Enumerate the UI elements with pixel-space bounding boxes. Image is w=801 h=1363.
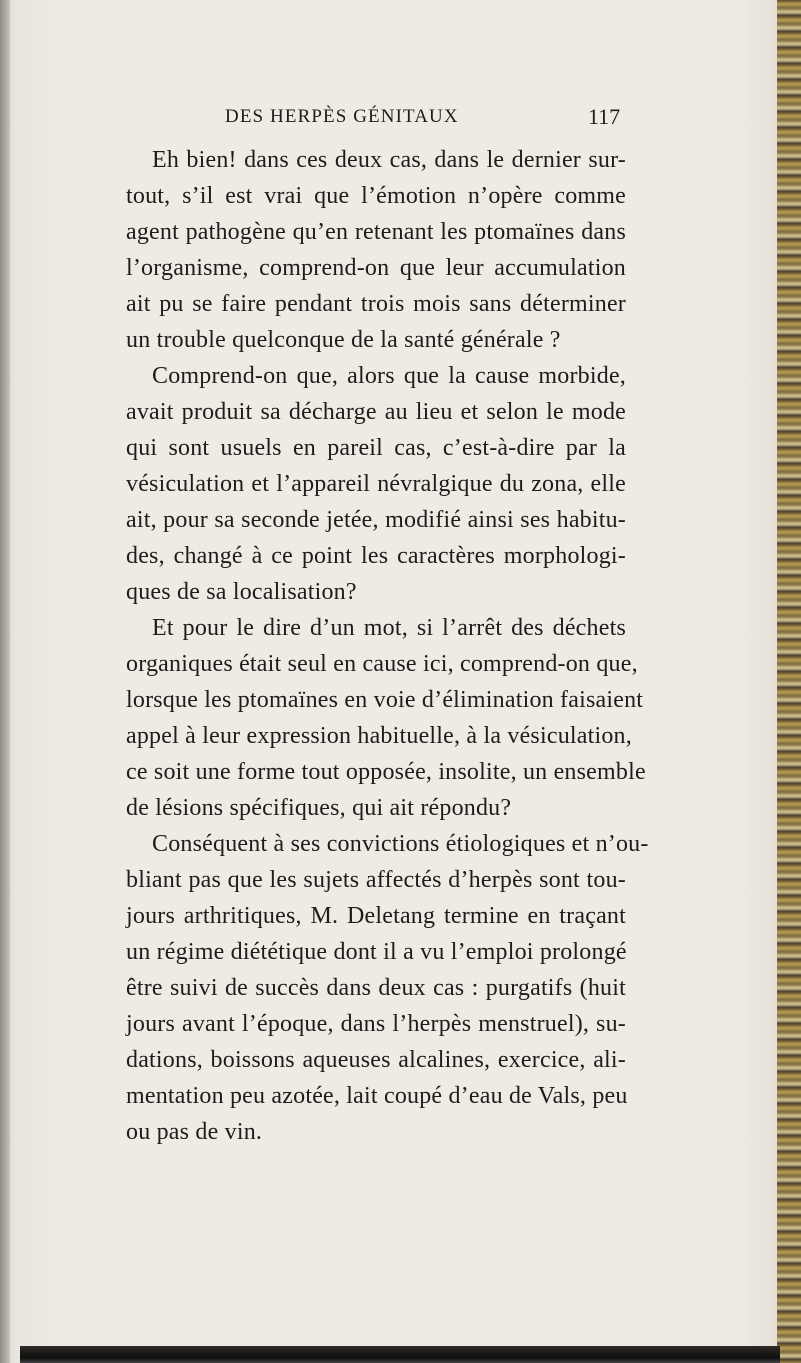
text-line: ou pas de vin. (126, 1119, 263, 1145)
page-edge-texture (777, 0, 801, 1363)
text-line: dations, boissons aqueuses alcalines, exercice, ali- (126, 1047, 626, 1073)
text-line: vésiculation et l’appareil névralgique du zona, elle (126, 471, 626, 497)
text-line: un trouble quelconque de la santé générale ? (126, 327, 561, 353)
text-line: agent pathogène qu’en retenant les ptomaïnes dans (126, 219, 626, 245)
text-line: organiques était seul en cause ici, comprend-on que, (126, 651, 638, 677)
text-line: Et pour le dire d’un mot, si l’arrêt des déchets (152, 615, 626, 641)
text-line: un régime diététique dont il a vu l’emploi prolongé (126, 939, 627, 965)
text-line: bliant pas que les sujets affectés d’herpès sont tou- (126, 867, 626, 893)
text-line: ait pu se faire pendant trois mois sans déterminer (126, 291, 626, 317)
page-header (0, 104, 801, 130)
text-line: appel à leur expression habituelle, à la vésiculation, (126, 723, 632, 749)
text-line: Conséquent à ses convictions étiologiques et n’ou- (152, 831, 649, 857)
text-line: qui sont usuels en pareil cas, c’est-à-dire par la (126, 435, 626, 461)
text-line: Comprend-on que, alors que la cause morbide, (152, 363, 626, 389)
text-line: jours arthritiques, M. Deletang termine en traçant (126, 903, 626, 929)
text-line: des, changé à ce point les caractères morphologi- (126, 543, 626, 569)
text-line: de lésions spécifiques, qui ait répondu? (126, 795, 512, 821)
text-line: ait, pour sa seconde jetée, modifié ainsi ses habitu- (126, 507, 626, 533)
running-title: DES HERPÈS GÉNITAUX (225, 106, 459, 127)
text-line: avait produit sa décharge au lieu et selon le mode (126, 399, 626, 425)
text-line: jours avant l’époque, dans l’herpès menstruel), su- (126, 1011, 626, 1037)
text-line: ce soit une forme tout opposée, insolite, un ensemble (126, 759, 646, 785)
text-line: l’organisme, comprend-on que leur accumulation (126, 255, 626, 281)
text-line: tout, s’il est vrai que l’émotion n’opère comme (126, 183, 626, 209)
text-line: mentation peu azotée, lait coupé d’eau de Vals, peu (126, 1083, 628, 1109)
scan-bottom-edge (20, 1346, 780, 1363)
text-line: lorsque les ptomaïnes en voie d’élimination faisaient (126, 687, 644, 713)
text-line: être suivi de succès dans deux cas : purgatifs (huit (126, 975, 626, 1001)
text-line: ques de sa localisation? (126, 579, 357, 605)
text-line: Eh bien! dans ces deux cas, dans le dernier sur- (152, 147, 626, 173)
page-number: 117 (588, 104, 621, 129)
page-gutter-shadow (0, 0, 10, 1363)
